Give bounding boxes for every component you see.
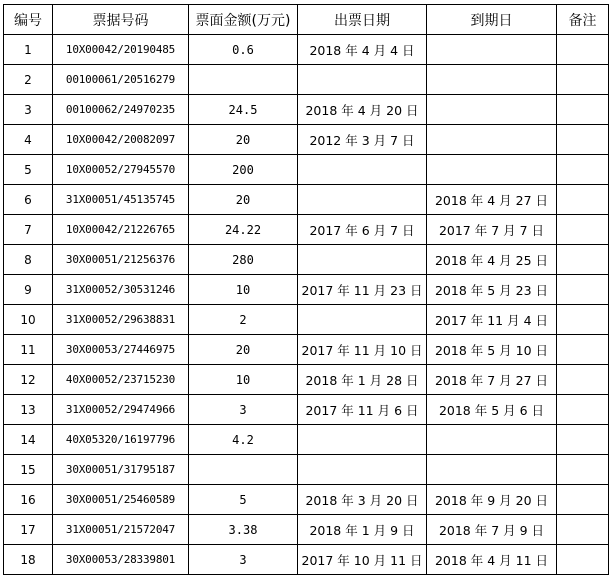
cell-code: 40X05320/16197796 — [53, 425, 189, 455]
cell-amount: 24.5 — [189, 95, 298, 125]
cell-note — [557, 545, 609, 575]
cell-code: 10X00052/27945570 — [53, 155, 189, 185]
cell-no: 12 — [4, 365, 53, 395]
table-row — [4, 515, 609, 545]
cell-issue-date — [298, 185, 427, 215]
table-row — [4, 155, 609, 185]
cell-issue-date — [298, 65, 427, 95]
cell-issue-date: 2018 年 3 月 20 日 — [298, 485, 427, 515]
table-row — [4, 335, 609, 365]
cell-issue-date: 2017 年 11 月 6 日 — [298, 395, 427, 425]
cell-amount: 200 — [189, 155, 298, 185]
cell-note — [557, 245, 609, 275]
table-row — [4, 275, 609, 305]
cell-due-date: 2018 年 5 月 6 日 — [427, 395, 557, 425]
table-row — [4, 455, 609, 485]
cell-amount: 20 — [189, 185, 298, 215]
cell-issue-date: 2017 年 11 月 23 日 — [298, 275, 427, 305]
cell-issue-date: 2018 年 1 月 9 日 — [298, 515, 427, 545]
cell-issue-date: 2018 年 4 月 4 日 — [298, 35, 427, 65]
cell-no: 3 — [4, 95, 53, 125]
cell-no: 14 — [4, 425, 53, 455]
cell-note — [557, 455, 609, 485]
table-row — [4, 35, 609, 65]
cell-code: 30X00053/27446975 — [53, 335, 189, 365]
cell-note — [557, 335, 609, 365]
cell-note — [557, 125, 609, 155]
table-row — [4, 245, 609, 275]
cell-issue-date: 2017 年 10 月 11 日 — [298, 545, 427, 575]
cell-no: 9 — [4, 275, 53, 305]
cell-amount: 3.38 — [189, 515, 298, 545]
cell-amount: 24.22 — [189, 215, 298, 245]
table-row — [4, 65, 609, 95]
table-row — [4, 125, 609, 155]
cell-no: 1 — [4, 35, 53, 65]
table-row — [4, 95, 609, 125]
cell-code: 31X00052/29474966 — [53, 395, 189, 425]
cell-no: 4 — [4, 125, 53, 155]
table-row — [4, 485, 609, 515]
table-row — [4, 305, 609, 335]
cell-code: 30X00051/21256376 — [53, 245, 189, 275]
cell-no: 11 — [4, 335, 53, 365]
cell-issue-date: 2018 年 1 月 28 日 — [298, 365, 427, 395]
cell-amount: 3 — [189, 545, 298, 575]
cell-no: 13 — [4, 395, 53, 425]
cell-due-date — [427, 425, 557, 455]
cell-amount: 4.2 — [189, 425, 298, 455]
cell-issue-date — [298, 245, 427, 275]
cell-due-date: 2017 年 11 月 4 日 — [427, 305, 557, 335]
table-row — [4, 215, 609, 245]
table-row — [4, 185, 609, 215]
cell-note — [557, 35, 609, 65]
cell-no: 8 — [4, 245, 53, 275]
cell-note — [557, 215, 609, 245]
cell-due-date — [427, 95, 557, 125]
cell-note — [557, 365, 609, 395]
header-no: 编号 — [4, 5, 53, 35]
cell-note — [557, 305, 609, 335]
cell-due-date — [427, 125, 557, 155]
cell-code: 31X00051/45135745 — [53, 185, 189, 215]
cell-note — [557, 425, 609, 455]
cell-issue-date — [298, 305, 427, 335]
header-due-date: 到期日 — [427, 5, 557, 35]
cell-code: 31X00052/29638831 — [53, 305, 189, 335]
cell-note — [557, 155, 609, 185]
cell-amount: 5 — [189, 485, 298, 515]
cell-code: 40X00052/23715230 — [53, 365, 189, 395]
cell-due-date: 2018 年 7 月 27 日 — [427, 365, 557, 395]
notes-table — [3, 4, 609, 575]
cell-code: 30X00051/31795187 — [53, 455, 189, 485]
cell-note — [557, 95, 609, 125]
cell-note — [557, 185, 609, 215]
cell-due-date — [427, 65, 557, 95]
cell-due-date: 2018 年 4 月 25 日 — [427, 245, 557, 275]
cell-amount: 280 — [189, 245, 298, 275]
cell-amount: 20 — [189, 125, 298, 155]
cell-note — [557, 515, 609, 545]
cell-due-date: 2018 年 5 月 10 日 — [427, 335, 557, 365]
cell-code: 10X00042/20190485 — [53, 35, 189, 65]
cell-amount: 20 — [189, 335, 298, 365]
cell-note — [557, 65, 609, 95]
cell-amount: 10 — [189, 275, 298, 305]
cell-amount: 3 — [189, 395, 298, 425]
cell-issue-date: 2017 年 11 月 10 日 — [298, 335, 427, 365]
cell-code: 30X00051/25460589 — [53, 485, 189, 515]
cell-note — [557, 275, 609, 305]
cell-code: 30X00053/28339801 — [53, 545, 189, 575]
header-issue-date: 出票日期 — [298, 5, 427, 35]
table-row — [4, 395, 609, 425]
cell-no: 2 — [4, 65, 53, 95]
cell-due-date — [427, 35, 557, 65]
cell-amount: 2 — [189, 305, 298, 335]
cell-issue-date: 2017 年 6 月 7 日 — [298, 215, 427, 245]
cell-no: 10 — [4, 305, 53, 335]
cell-note — [557, 395, 609, 425]
cell-no: 15 — [4, 455, 53, 485]
header-row — [4, 5, 609, 35]
cell-issue-date — [298, 425, 427, 455]
cell-amount: 10 — [189, 365, 298, 395]
header-amount: 票面金额(万元) — [189, 5, 298, 35]
cell-code: 00100062/24970235 — [53, 95, 189, 125]
header-note: 备注 — [557, 5, 609, 35]
cell-no: 18 — [4, 545, 53, 575]
cell-code: 00100061/20516279 — [53, 65, 189, 95]
cell-issue-date: 2012 年 3 月 7 日 — [298, 125, 427, 155]
cell-code: 31X00051/21572047 — [53, 515, 189, 545]
table-row — [4, 365, 609, 395]
cell-due-date: 2018 年 9 月 20 日 — [427, 485, 557, 515]
cell-due-date: 2017 年 7 月 7 日 — [427, 215, 557, 245]
cell-no: 17 — [4, 515, 53, 545]
cell-no: 7 — [4, 215, 53, 245]
cell-amount: 0.6 — [189, 35, 298, 65]
table-row — [4, 425, 609, 455]
cell-code: 10X00042/21226765 — [53, 215, 189, 245]
cell-no: 6 — [4, 185, 53, 215]
cell-amount — [189, 455, 298, 485]
cell-due-date — [427, 455, 557, 485]
cell-issue-date — [298, 455, 427, 485]
cell-no: 16 — [4, 485, 53, 515]
cell-due-date: 2018 年 5 月 23 日 — [427, 275, 557, 305]
cell-note — [557, 485, 609, 515]
cell-amount — [189, 65, 298, 95]
cell-due-date — [427, 155, 557, 185]
cell-code: 31X00052/30531246 — [53, 275, 189, 305]
cell-due-date: 2018 年 7 月 9 日 — [427, 515, 557, 545]
cell-due-date: 2018 年 4 月 27 日 — [427, 185, 557, 215]
cell-issue-date — [298, 155, 427, 185]
cell-due-date: 2018 年 4 月 11 日 — [427, 545, 557, 575]
cell-no: 5 — [4, 155, 53, 185]
header-code: 票据号码 — [53, 5, 189, 35]
cell-code: 10X00042/20082097 — [53, 125, 189, 155]
table-row — [4, 545, 609, 575]
cell-issue-date: 2018 年 4 月 20 日 — [298, 95, 427, 125]
